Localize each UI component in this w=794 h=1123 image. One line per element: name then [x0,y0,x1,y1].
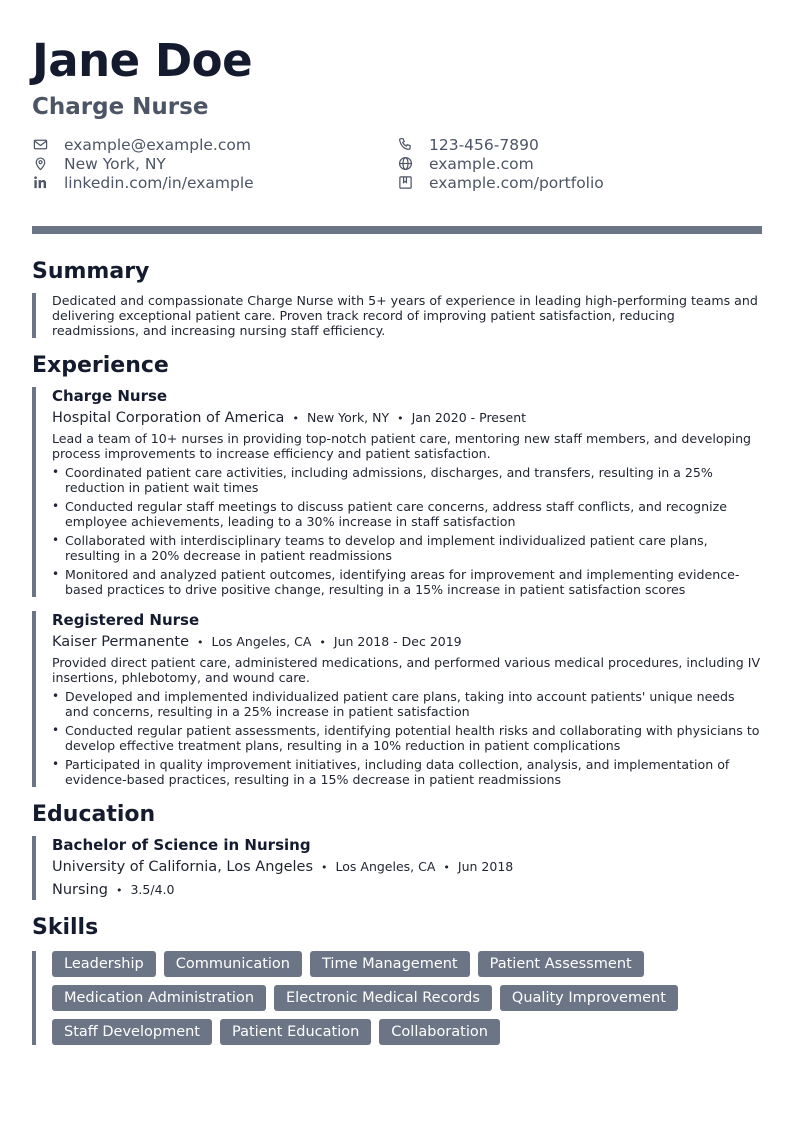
skills-body [32,951,762,1045]
summary-heading: Summary [32,259,150,284]
job-company: Hospital Corporation of America [52,410,285,426]
education-heading: Education [32,802,156,827]
list-item: • Monitored and analyzed patient outcomes, identifying areas for improvement and implementing evidence-based practices to drive positive change, resulting in a 15% increase in patient satisfaction scores [52,567,762,597]
job-dates: Jan 2020 - Present [411,410,527,425]
school-location: Los Angeles, CA [335,859,436,874]
separator-dot: • [292,412,299,425]
contact-linkedin[interactable] [32,173,397,192]
skill-chip: Medication Administration [52,985,266,1011]
summary-section [32,258,762,338]
contact-phone[interactable] [397,135,762,154]
globe-icon [397,156,413,172]
separator-dot: • [397,412,404,425]
field-of-study: Nursing [52,882,108,898]
graduation-date: Jun 2018 [457,859,514,874]
experience-section [32,352,762,787]
contact-portfolio-text: example.com/portfolio [429,173,604,192]
job-location: New York, NY [306,410,390,425]
job-meta [52,409,762,428]
list-item: • Participated in quality improvement initiatives, including data collection, analysis, and implementation of evidence-based practices, resulting in a 15% decrease in patient readmissions [52,757,762,787]
skill-chip: Collaboration [379,1019,500,1045]
portfolio-icon [397,175,413,191]
education-section [32,801,762,900]
candidate-role: Charge Nurse [32,94,209,120]
summary-body [32,293,762,338]
contact-email-text: example@example.com [64,135,251,154]
contact-website[interactable] [397,154,762,173]
skill-chip: Leadership [52,951,156,977]
experience-entry [32,611,762,787]
skills-list [52,951,766,1045]
experience-heading: Experience [32,353,169,378]
job-title: Charge Nurse [52,387,168,405]
skill-chip: Patient Education [220,1019,371,1045]
contact-location [32,154,397,173]
job-bullets [52,689,762,787]
education-details [52,881,762,900]
skill-chip: Quality Improvement [500,985,678,1011]
summary-text: Dedicated and compassionate Charge Nurse with 5+ years of experience in leading high-performing teams and delivering exceptional patient care. Proven track record of improving patient satisfaction, reducing readmissions, and increasing nursing staff efficiency. [52,293,758,338]
contact-linkedin-text: linkedin.com/in/example [64,173,254,192]
phone-icon [397,137,413,153]
job-location: Los Angeles, CA [211,634,312,649]
education-entry [32,836,762,900]
skills-section [32,914,762,1045]
resume-page [32,34,762,1045]
job-company: Kaiser Permanente [52,634,189,650]
experience-entry [32,387,762,597]
job-meta [52,633,762,652]
list-item: • Conducted regular staff meetings to discuss patient care concerns, address staff conflicts, and recognize employee achievements, leading to a 30% increase in staff satisfaction [52,499,762,529]
job-bullets [52,465,762,597]
list-item: • Coordinated patient care activities, including admissions, discharges, and transfers, resulting in a 25% reduction in patient wait times [52,465,762,495]
location-icon [32,156,48,172]
job-title: Registered Nurse [52,611,200,629]
job-description: Lead a team of 10+ nurses in providing top-notch patient care, mentoring new staff members, and developing process improvements to increase efficiency and patient satisfaction. [52,431,752,461]
list-item: • Developed and implemented individualized patient care plans, taking into account patients' unique needs and concerns, resulting in a 25% increase in patient satisfaction [52,689,762,719]
skills-heading: Skills [32,915,99,940]
contact-location-text: New York, NY [64,154,166,173]
skill-chip: Staff Development [52,1019,212,1045]
list-item: • Collaborated with interdisciplinary teams to develop and implement individualized patient care plans, resulting in a 20% decrease in patient readmissions [52,533,762,563]
contact-list [32,135,762,192]
contact-email[interactable] [32,135,397,154]
separator-dot: • [115,884,123,897]
mail-icon [32,137,48,153]
job-description: Provided direct patient care, administered medications, and performed various medical procedures, including IV insertions, phlebotomy, and wound care. [52,655,761,685]
separator-dot: • [321,861,328,874]
job-dates: Jun 2018 - Dec 2019 [333,634,462,649]
gpa: 3.5/4.0 [130,882,175,897]
contact-phone-text: 123-456-7890 [429,135,539,154]
degree-title: Bachelor of Science in Nursing [52,836,311,854]
skill-chip: Communication [164,951,302,977]
separator-dot: • [443,861,450,874]
candidate-name: Jane Doe [32,34,253,87]
contact-portfolio[interactable] [397,173,762,192]
skill-chip: Patient Assessment [478,951,644,977]
school-name: University of California, Los Angeles [52,859,314,875]
separator-dot: • [197,636,204,649]
skill-chip: Electronic Medical Records [274,985,492,1011]
education-meta [52,858,762,877]
list-item: • Conducted regular patient assessments, identifying potential health risks and collaborating with physicians to develop effective treatment plans, resulting in a 10% reduction in patient complications [52,723,762,753]
header-divider [32,226,762,234]
contact-website-text: example.com [429,154,534,173]
linkedin-icon [32,175,48,191]
separator-dot: • [319,636,326,649]
skill-chip: Time Management [310,951,470,977]
